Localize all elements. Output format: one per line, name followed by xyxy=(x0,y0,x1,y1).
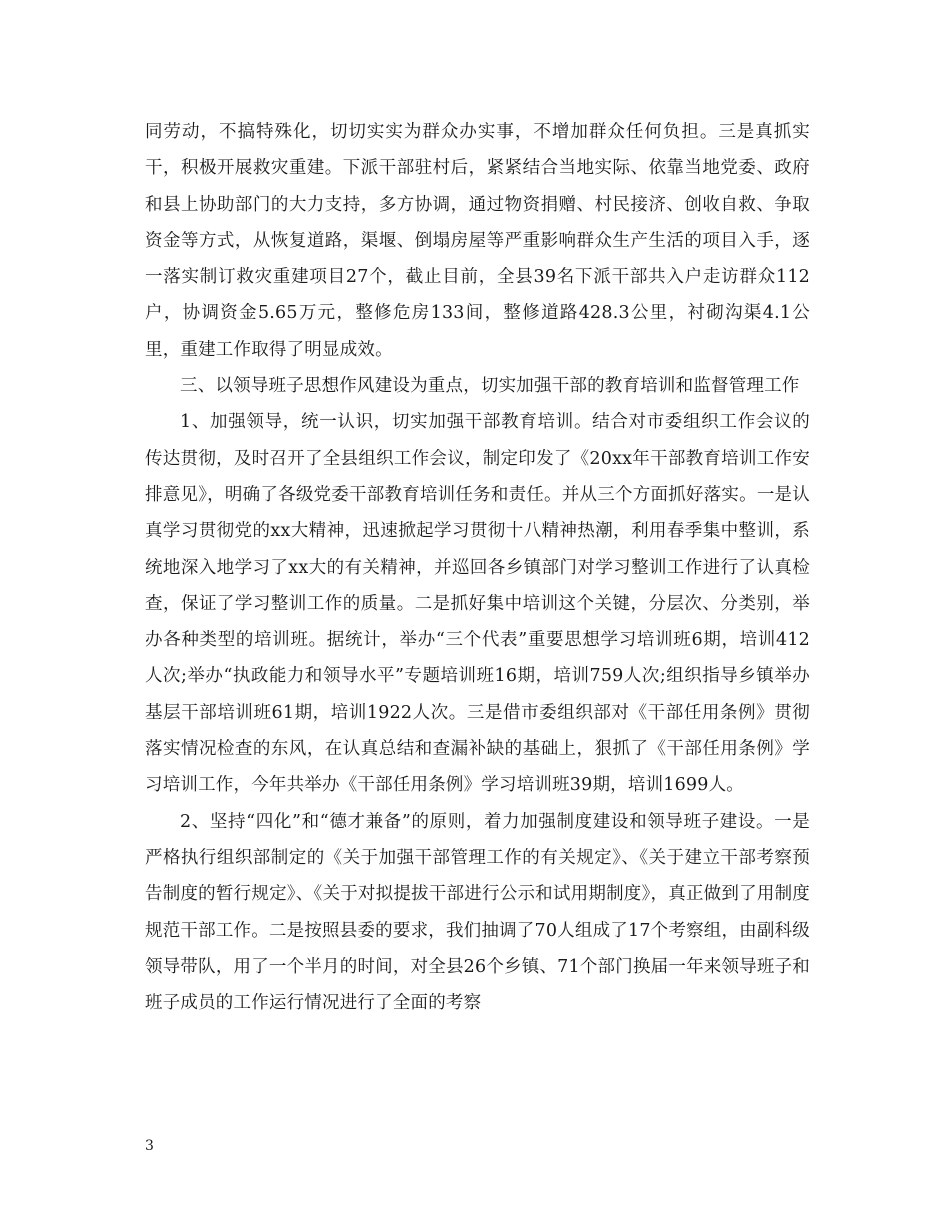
paragraph-training: 1、加强领导，统一认识，切实加强干部教育培训。结合对市委组织工作会议的传达贯彻，及时召开了全县组织工作会议，制定印发了《20xx年干部教育培训工作安排意见》，明确了各级党委干部教育培训任务和责任。并从三个方面抓好落实。一是认真学习贯彻党的xx大精神，迅速掀起学习贯彻十八精神热潮，利用春季集中整训，系统地深入地学习了xx大的有关精神，并巡回各乡镇部门对学习整训工作进行了认真检查，保证了学习整训工作的质量。二是抓好集中培训这个关键，分层次、分类别，举办各种类型的培训班。据统计，举办“三个代表”重要思想学习培训班6期，培训412人次;举办“执政能力和领导水平”专题培训班16期，培训759人次;组织指导乡镇举办基层干部培训班61期，培训1922人次。三是借市委组织部对《干部任用条例》贯彻落实情况检查的东风，在认真总结和查漏补缺的基础上，狠抓了《干部任用条例》学习培训工作，今年共举办《干部任用条例》学习培训班39期，培训1699人。 xyxy=(145,412,810,796)
paragraph-relief-work: 同劳动，不搞特殊化，切切实实为群众办实事，不增加群众任何负担。三是真抓实干，积极开展救灾重建。下派干部驻村后，紧紧结合当地实际、依靠当地党委、政府和县上协助部门的大力支持，多方协调，通过物资捐赠、村民接济、创收自救、争取资金等方式，从恢复道路，渠堰、倒塌房屋等严重影响群众生产生活的项目入手，逐一落实制订救灾重建项目27个，截止目前，全县39名下派干部共入户走访群众112户，协调资金5.65万元，整修危房133间，整修道路428.3公里，衬砌沟渠4.1公里，重建工作取得了明显成效。 xyxy=(145,122,810,360)
section-heading-3: 三、以领导班子思想作风建设为重点，切实加强干部的教育培训和监督管理工作 xyxy=(180,376,800,397)
paragraph-system-building: 2、坚持“四化”和“德才兼备”的原则，着力加强制度建设和领导班子建设。一是严格执行组织部制定的《关于加强干部管理工作的有关规定》、《关于建立干部考察预告制度的暂行规定》、《关于对拟提拔干部进行公示和试用期制度》，真正做到了用制度规范干部工作。二是按照县委的要求，我们抽调了70人组成了17个考察组，由副科级领导带队，用了一个半月的时间，对全县26个乡镇、71个部门换届一年来领导班子和班子成员的工作运行情况进行了全面的考察 xyxy=(145,811,810,1014)
page-number: 3 xyxy=(145,1138,154,1154)
body-text xyxy=(145,114,810,1021)
